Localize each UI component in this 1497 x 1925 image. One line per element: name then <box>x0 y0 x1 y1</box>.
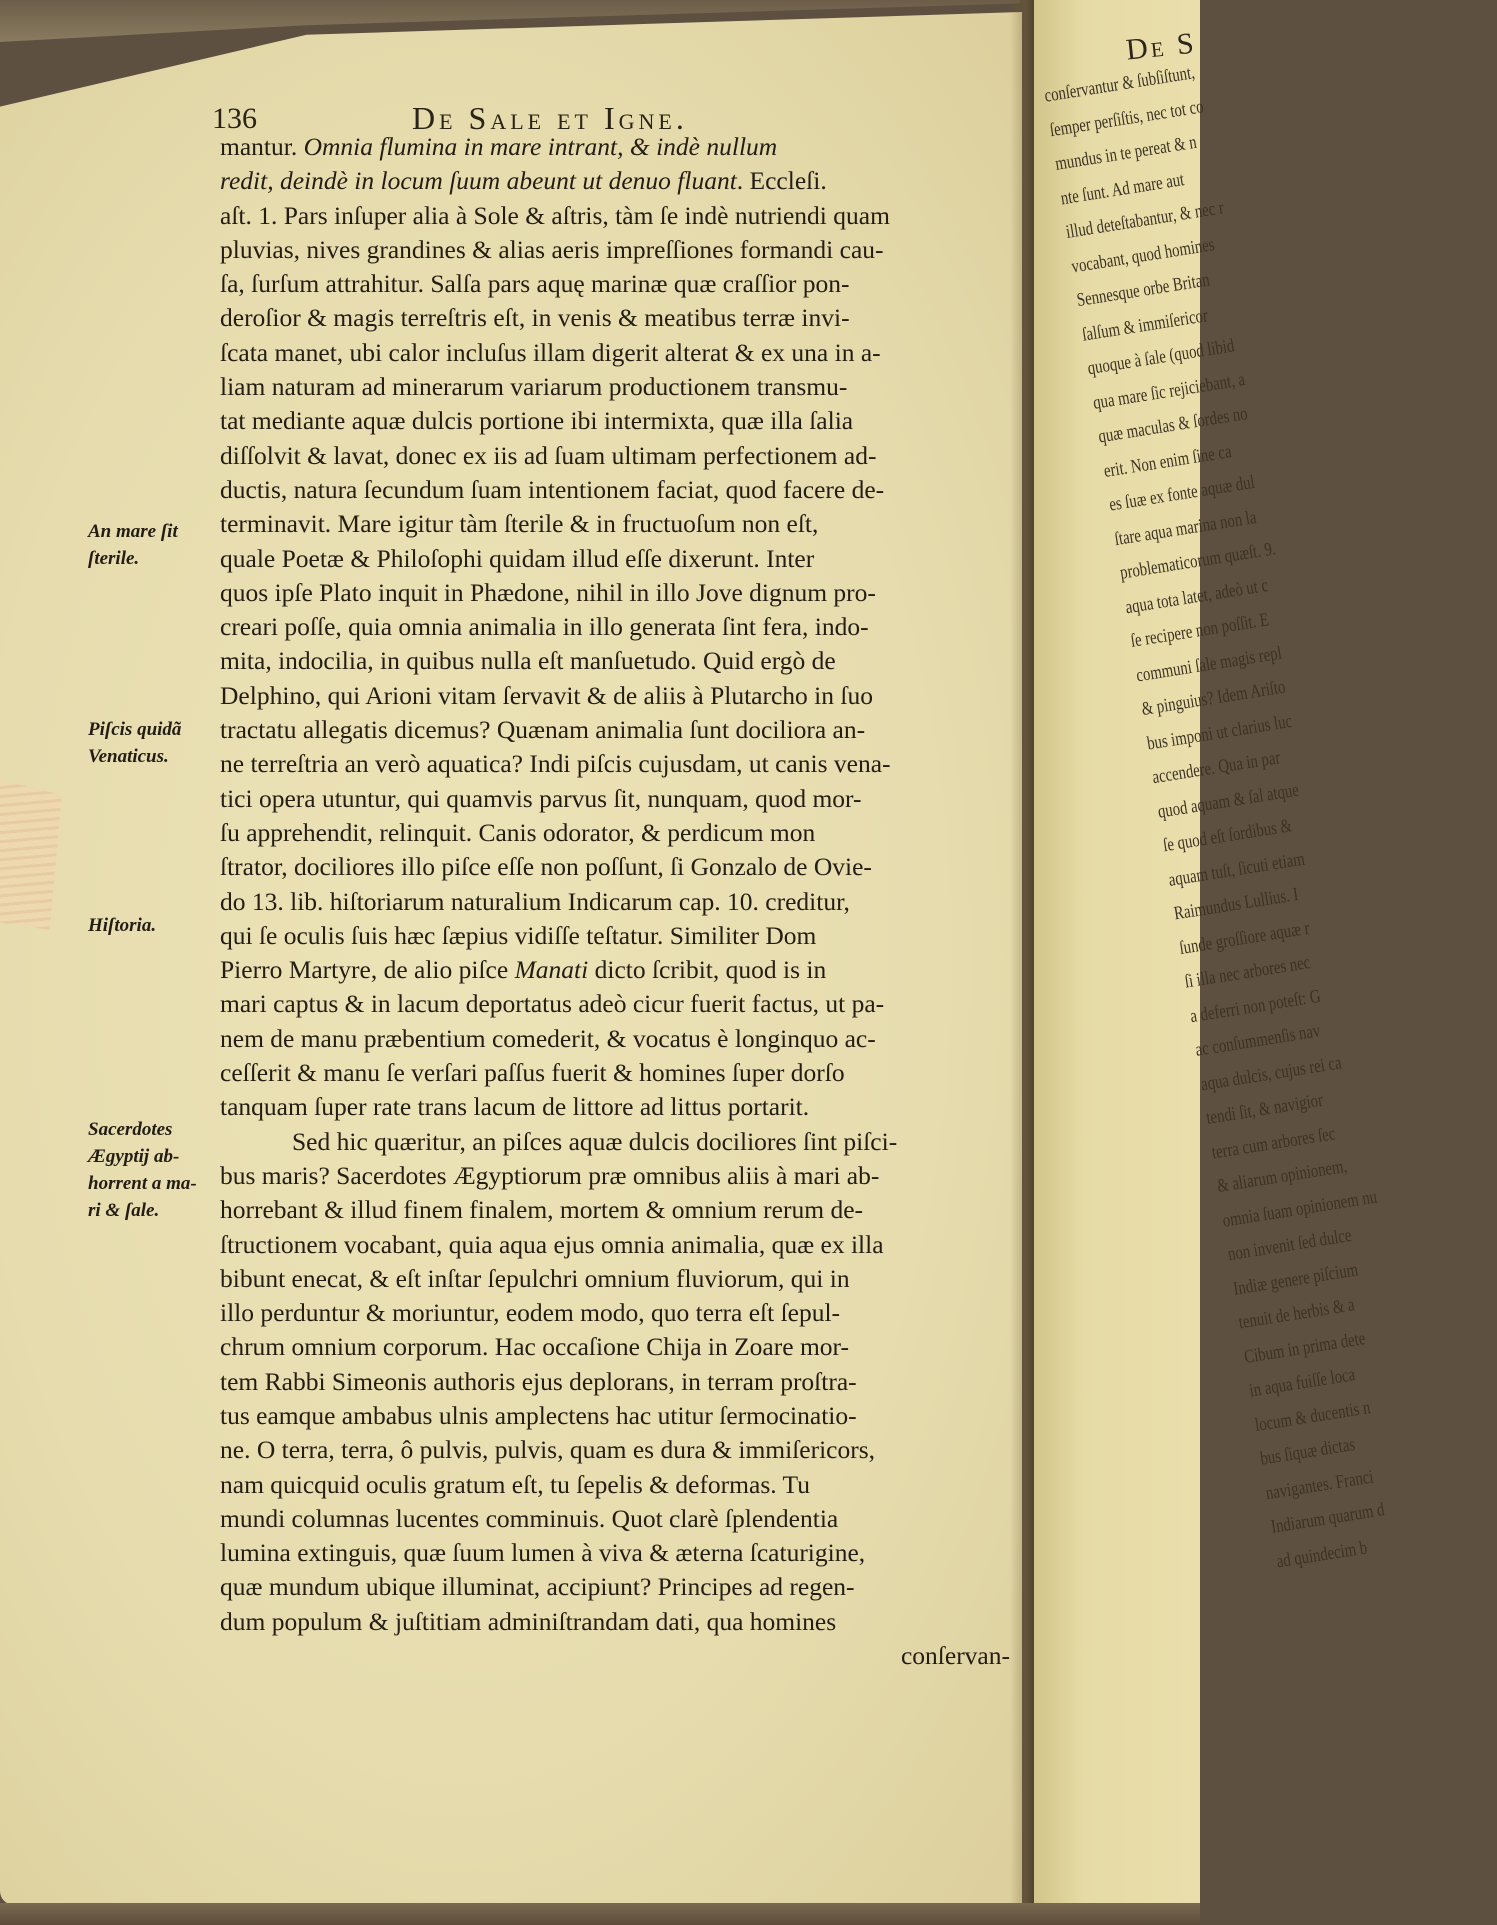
text-line <box>220 542 1010 576</box>
text-line-inner <box>220 576 876 610</box>
text-line <box>220 1570 1010 1604</box>
facing-text-line: nte ſunt. Ad mare aut <box>1059 168 1186 209</box>
text-segment: ſtructionem vocabant, quia aqua ejus omnia animalia, quæ ex illa <box>220 1229 884 1259</box>
text-segment: tus eamque ambabus ulnis amplectens hac utitur ſermocinatio- <box>220 1400 857 1430</box>
facing-text-line: conſervantur & ſubſiſtunt, <box>1042 62 1197 107</box>
facing-text-line: Indiarum quarum d <box>1269 1499 1386 1538</box>
text-line-inner <box>220 1365 857 1399</box>
text-line <box>220 164 1010 198</box>
text-segment: quæ mundum ubique illuminat, accipiunt? Principes ad regen- <box>220 1572 855 1602</box>
text-segment: tici opera utuntur, qui quamvis parvus ſit, nunquam, quod mor- <box>220 783 862 813</box>
text-line-inner <box>220 507 818 541</box>
text-segment: . Eccleſi. <box>736 166 827 196</box>
text-segment: ductis, natura ſecundum ſuam intentionem faciat, quod facere de- <box>220 474 885 504</box>
text-line <box>220 644 1010 678</box>
facing-text-line: ſe recipere non poſſit. E <box>1129 609 1271 652</box>
text-line-inner <box>220 679 873 713</box>
text-segment: tat mediante aquæ dulcis portione ibi intermixta, quæ illa ſalia <box>220 406 854 436</box>
text-segment: chrum omnium corporum. Hac occaſione Chija in Zoare mor- <box>220 1332 849 1362</box>
text-line <box>220 1090 1010 1124</box>
margin-note-line: ri & ſale. <box>88 1200 160 1221</box>
facing-text-line: ac conſummenſis nav <box>1194 1020 1322 1061</box>
facing-text-line: terra cum arbores ſec <box>1210 1122 1337 1164</box>
text-segment: horrebant & illud finem finalem, mortem & omnium rerum de- <box>220 1195 864 1225</box>
text-line-inner <box>220 1296 840 1330</box>
facing-text-line: ſemper perſiſtis, nec tot co <box>1048 95 1205 141</box>
text-segment: illo perduntur & moriuntur, eodem modo, quo terra eſt ſepul- <box>220 1298 841 1328</box>
text-line-inner <box>220 1433 875 1467</box>
facing-text-line: Sennesque orbe Britan <box>1075 269 1212 312</box>
margin-note-historia <box>88 912 156 939</box>
text-segment: qui ſe oculis ſuis hæc ſæpius vidiſſe teſtatur. Similiter Dom <box>220 920 817 950</box>
facing-text-line: mundus in te pereat & n <box>1053 131 1199 175</box>
facing-text-line: illud deteſtabantur, & nec r <box>1064 197 1226 243</box>
margin-note-line: Hiſtoria. <box>88 915 157 936</box>
text-segment: ſa, ſurſum attrahitur. Salſa pars aquę marinæ quæ craſſior pon- <box>220 269 850 299</box>
text-line <box>220 1502 1010 1536</box>
text-segment: do 13. lib. hiſtoriarum naturalium Indicarum cap. 10. creditur, <box>220 886 850 916</box>
text-line <box>220 713 1010 747</box>
facing-text-line: a deferri non poteſt: G <box>1188 985 1323 1027</box>
text-line <box>220 404 1010 438</box>
margin-note-line: horrent a ma- <box>88 1173 197 1194</box>
main-text-block <box>220 130 1010 1673</box>
facing-text-line: bus imponi ut clarius luc <box>1145 710 1294 755</box>
running-title: De Sale et Igne. <box>412 100 688 136</box>
book-gutter <box>1010 0 1036 1925</box>
facing-text-line: aqua dulcis, cujus rei ca <box>1199 1051 1343 1095</box>
text-segment: quale Poetæ & Philoſophi quidam illud eſſe dixerunt. Inter <box>220 543 815 573</box>
text-line-inner <box>220 1468 810 1502</box>
text-segment: mantur. <box>220 132 304 161</box>
text-line <box>220 1125 1010 1159</box>
text-line <box>220 816 1010 850</box>
facing-text-line: in aqua fuiſſe loca <box>1248 1364 1357 1402</box>
text-line <box>220 1433 1010 1467</box>
text-line-inner <box>220 1605 836 1639</box>
facing-text-line: quoque à ſale (quod libid <box>1086 335 1236 380</box>
facing-text-line: communi ſale magis repl <box>1134 642 1284 686</box>
text-line <box>220 1536 1010 1570</box>
text-segment: mita, indocilia, in quibus nulla eſt manſuetudo. Quid ergò de <box>220 646 836 676</box>
text-segment: liam naturam ad minerarum variarum productionem transmu- <box>220 372 848 402</box>
text-line <box>220 576 1010 610</box>
text-line-inner <box>220 1502 838 1536</box>
text-line-inner <box>220 301 850 335</box>
text-line-inner <box>220 199 890 233</box>
text-segment: tem Rabbi Simeonis authoris ejus deplorans, in terram proſtra- <box>220 1366 857 1396</box>
text-line <box>220 301 1010 335</box>
text-line-inner <box>220 713 865 747</box>
text-line <box>220 1193 1010 1227</box>
margin-note-line: ſterile. <box>88 548 140 569</box>
text-segment: tanquam ſuper rate trans lacum de littore ad littus portarit. <box>220 1092 810 1122</box>
text-segment: aſt. 1. Pars inſuper alia à Sole & aſtris, tàm ſe indè nutriendi quam <box>220 200 890 230</box>
text-line-inner <box>220 473 884 507</box>
text-line <box>220 782 1010 816</box>
text-line-inner <box>220 919 816 953</box>
text-line <box>220 1330 1010 1364</box>
text-line-inner <box>220 130 777 164</box>
text-line <box>220 336 1010 370</box>
text-line <box>220 1022 1010 1056</box>
text-segment: nam quicquid oculis gratum eſt, tu ſepelis & deformas. Tu <box>220 1469 810 1499</box>
facing-text-line: navigantes. Franci <box>1264 1466 1375 1504</box>
text-line-inner <box>220 1399 857 1433</box>
facing-text-line: ad quindecim b <box>1275 1536 1369 1572</box>
facing-text-line: Raimundus Lullius. I <box>1172 884 1300 925</box>
text-line <box>220 850 1010 884</box>
text-line-inner <box>220 1193 863 1227</box>
margin-note-line: Sacerdotes <box>88 1119 173 1140</box>
text-line-inner <box>220 747 891 781</box>
facing-text-line: & aliarum opinionem, <box>1215 1155 1349 1198</box>
text-segment: Sed hic quæritur, an piſces aquæ dulcis dociliores ſint piſci- <box>292 1126 898 1156</box>
text-segment: Pierro Martyre, de alio piſce <box>220 955 515 985</box>
facing-text-line: qua mare ſic rejiciebant, a <box>1091 368 1247 414</box>
text-line <box>220 1262 1010 1296</box>
text-line-inner <box>220 850 872 884</box>
text-line <box>220 1056 1010 1090</box>
facing-text-line: non invenit ſed dulce <box>1226 1224 1353 1266</box>
margin-note-sacerdotes <box>88 1116 197 1224</box>
text-segment: creari poſſe, quia omnia animalia in illo generata ſint fera, indo- <box>220 612 869 642</box>
text-segment: dicto ſcribit, quod is in <box>588 955 827 985</box>
margin-note-line: An mare ſit <box>88 521 178 542</box>
text-line-inner <box>220 336 881 370</box>
facing-text-line: ſunde groſſiore aquæ r <box>1177 917 1311 959</box>
text-line <box>220 507 1010 541</box>
italic-quote: redit, deindè in locum ſuum abeunt ut denuo fluant <box>220 166 737 196</box>
text-segment: mari captus & in lacum deportatus adeò cicur fuerit factus, ut pa- <box>220 989 885 1019</box>
facing-text-line: ſalſum & immiſericor <box>1080 304 1210 346</box>
facing-text-line: quod aquam & ſal atque <box>1156 779 1301 823</box>
text-line <box>220 267 1010 301</box>
text-line <box>220 1399 1010 1433</box>
text-line <box>220 370 1010 404</box>
text-line <box>220 1296 1010 1330</box>
text-segment: bus maris? Sacerdotes Ægyptiorum præ omnibus aliis à mari ab- <box>220 1160 880 1190</box>
facing-text-line: omnia ſuam opinionem nu <box>1221 1186 1379 1232</box>
text-line <box>220 1159 1010 1193</box>
text-line-inner <box>220 987 884 1021</box>
facing-text-line: ſi illa nec arbores nec <box>1183 952 1312 993</box>
text-segment: ſtrator, dociliores illo piſce eſſe non poſſunt, ſi Gonzalo de Ovie- <box>220 852 872 882</box>
text-segment: ſcata manet, ubi calor incluſus illam digerit alterat & ex una in a- <box>220 337 881 367</box>
text-segment: ſu apprehendit, relinquit. Canis odorator, & perdicum mon <box>220 817 816 847</box>
margin-note-line: Venaticus. <box>88 746 169 767</box>
book-bottom-edge <box>0 1903 1200 1925</box>
text-line-inner <box>220 1262 850 1296</box>
text-line-inner <box>220 542 814 576</box>
text-segment: mundi columnas lucentes comminuis. Quot clarè ſplendentia <box>220 1503 839 1533</box>
text-segment: nem de manu præbentium comederit, & vocatus è longinquo ac- <box>220 1023 876 1053</box>
text-line <box>220 953 1010 987</box>
text-line-inner <box>220 1090 809 1124</box>
text-line-inner <box>220 644 836 678</box>
margin-note-line: Ægyptij ab- <box>88 1146 180 1167</box>
text-segment: ceſſerit & manu ſe verſari paſſus fuerit & homines ſuper dorſo <box>220 1058 845 1088</box>
italic-quote: Manati <box>514 955 589 985</box>
text-line <box>220 439 1010 473</box>
text-line <box>220 987 1010 1021</box>
text-line <box>220 747 1010 781</box>
text-line-inner <box>220 233 884 267</box>
text-line-inner <box>220 1330 849 1364</box>
text-segment: quos ipſe Plato inquit in Phædone, nihil in illo Jove dignum pro- <box>220 577 876 607</box>
text-segment: ne terreſtria an verò aquatica? Indi piſcis cujusdam, ut canis vena- <box>220 749 891 779</box>
page-number: 136 <box>212 102 257 135</box>
text-line-inner <box>220 610 869 644</box>
facing-text-line: problematicorum quæſt. 9. <box>1118 538 1278 584</box>
text-line-inner <box>220 1159 879 1193</box>
facing-text-line: erit. Non enim ſine ca <box>1102 440 1233 482</box>
text-line <box>220 199 1010 233</box>
facing-text-line: bus ſiquæ dictas <box>1258 1433 1357 1470</box>
text-segment: deroſior & magis terreſtris eſt, in venis & meatibus terræ invi- <box>220 303 850 333</box>
facing-text-line: aquam tuſt, ſicuti etiam <box>1167 848 1307 891</box>
text-line-inner <box>220 1536 865 1570</box>
text-segment: bibunt enecat, & eſt inſtar ſepulchri omnium fluviorum, qui in <box>220 1263 850 1293</box>
text-segment: lumina extinguis, quæ ſuum lumen à viva & æterna ſcaturigine, <box>220 1538 866 1568</box>
text-line-inner <box>901 1639 1010 1673</box>
facing-text-line: Indiæ genere piſcium <box>1231 1258 1360 1300</box>
text-line-inner <box>220 1570 855 1604</box>
text-segment: Delphino, qui Arioni vitam ſervavit & de aliis à Plutarcho in ſuo <box>220 680 873 710</box>
text-line-inner <box>220 439 876 473</box>
text-line-inner <box>220 782 862 816</box>
text-line-inner <box>220 1228 884 1262</box>
text-line <box>220 919 1010 953</box>
facing-text-line: aqua tota latet, adeò ut c <box>1123 574 1270 618</box>
text-line-inner <box>220 370 847 404</box>
facing-text-line: ſe quod eſt ſordibus & <box>1161 815 1294 857</box>
facing-text-line: accendere. Qua in par <box>1150 747 1282 789</box>
text-segment: ne. O terra, terra, ô pulvis, pulvis, quam es dura & immiſericors, <box>220 1435 876 1465</box>
text-line-inner <box>220 164 827 198</box>
text-line <box>220 1639 1010 1673</box>
text-line <box>220 885 1010 919</box>
facing-text-line: tenuit de herbis & a <box>1237 1294 1356 1334</box>
facing-text-line: Cibum in prima dete <box>1242 1327 1367 1368</box>
text-line <box>220 233 1010 267</box>
text-line-inner <box>220 1056 845 1090</box>
text-segment: terminavit. Mare igitur tàm ſterile & in fructuoſum non eſt, <box>220 509 819 539</box>
text-segment: conſervan- <box>900 1641 1010 1671</box>
text-line-inner <box>220 267 850 301</box>
text-line-inner <box>292 1125 897 1159</box>
text-segment: tractatu allegatis dicemus? Quænam animalia ſunt dociliora an- <box>220 715 866 745</box>
facing-text-line: quæ maculas & ſordes no <box>1096 403 1249 448</box>
text-line <box>220 1228 1010 1262</box>
text-line <box>220 130 1010 164</box>
facing-page-header: De S <box>1124 26 1199 67</box>
margin-note-piscis <box>88 716 181 770</box>
text-line <box>220 679 1010 713</box>
text-line <box>220 1605 1010 1639</box>
text-line-inner <box>220 404 853 438</box>
facing-text-line: locum & ducentis n <box>1253 1396 1372 1436</box>
facing-page-text <box>1042 46 1497 1580</box>
text-line <box>220 1365 1010 1399</box>
text-line-inner <box>220 885 850 919</box>
text-line <box>220 1468 1010 1502</box>
margin-note-an-mare <box>88 518 178 572</box>
text-segment: diſſolvit & lavat, donec ex iis ad ſuam ultimam perfectionem ad- <box>220 440 877 470</box>
facing-text-line: ſtare aqua marina non la <box>1113 506 1258 550</box>
text-line <box>220 473 1010 507</box>
facing-text-line: tendi ſit, & navigior <box>1204 1089 1325 1129</box>
facing-text-line: vocabant, quod homines <box>1069 233 1216 278</box>
facing-page <box>1034 0 1386 1925</box>
margin-note-line: Piſcis quidã <box>88 719 182 740</box>
text-line-inner <box>220 816 815 850</box>
facing-text-line: es ſuæ ex fonte aquæ dul <box>1107 471 1257 516</box>
text-line-inner <box>220 1022 876 1056</box>
text-segment: dum populum & juſtitiam adminiſtrandam dati, qua homines <box>220 1606 837 1636</box>
text-line <box>220 610 1010 644</box>
text-segment: pluvias, nives grandines & alias aeris impreſſiones formandi cau- <box>220 234 884 264</box>
italic-quote: Omnia flumina in mare intrant, & indè nullum <box>303 132 778 161</box>
text-line-inner <box>220 953 826 987</box>
facing-text-line: & pinguius? Idem Ariſto <box>1140 676 1287 721</box>
